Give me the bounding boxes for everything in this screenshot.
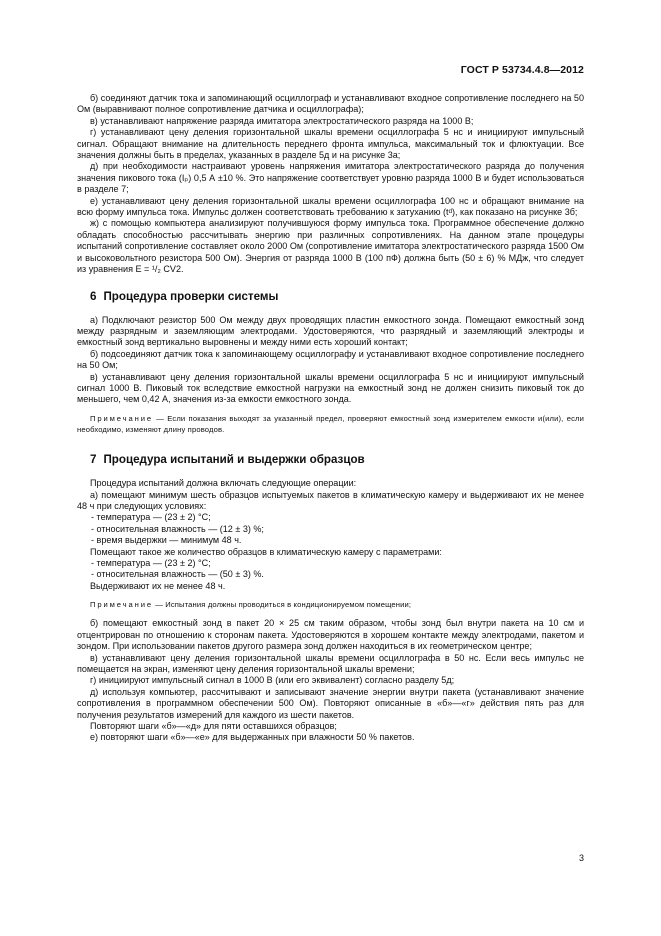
section-7-hold: Выдерживают их не менее 48 ч. — [90, 580, 226, 591]
paragraph-g: г) устанавливают цену деления горизонтальной шкалы времени осциллографа 5 нс и инициируют импульсный сигнал. Обращают внимание на длительность переднего фронта импульса, максимальный ток и флюктуации. Все значения должны быть в пределах, указанных в разделе 5д и на рисунке 3а; — [77, 127, 584, 161]
section-6-paragraph-b: б) подсоединяют датчик тока к запоминающему осциллографу и устанавливают входное сопротивление последнего на 50 Ом; — [77, 348, 584, 371]
section-6-heading — [77, 290, 584, 304]
paragraph-zh: ж) с помощью компьютера анализируют получившуюся форму импульса тока. Программное обеспечение должно обладать способностью рассчитывать энергию при различных сопротивлениях. На данном этапе процедуры испытаний сопротивление составляет около 2000 Ом (сопротивление имитатора электростатического разряда 1500 Ом и высоковольтного резистора 500 Ом). Энергия от разряда 1000 В (100 пФ) должна быть (50 ± 6) % МДж, что следует из уравнения E = ¹/₂ CV2. — [77, 218, 584, 275]
section-6-title: Процедура проверки системы — [103, 289, 279, 303]
section-7-paragraph-v: в) устанавливают цену деления горизонтальной шкалы времени осциллографа в 50 нс. Если весь импульс не помещается на экран, изменяют цену деления горизонтальной шкалы времени; — [77, 652, 584, 675]
paragraph-d: д) при необходимости настраивают уровень напряжения имитатора электростатического разряда до получения значения пикового тока (Iₚ) 0,5 А ±10 %. Это напряжение соответствует уровню разряда 1000 В и будет использоваться в разделе 7; — [77, 161, 584, 195]
section-6-number: 6 — [90, 289, 97, 303]
section-7-paragraph-g: г) инициируют импульсный сигнал в 1000 В (или его эквивалент) согласно разделу 5д; — [90, 675, 455, 686]
section-7-paragraph-e: е) повторяют шаги «б»—«е» для выдержанных при влажности 50 % пакетов. — [90, 732, 415, 743]
page-content — [77, 93, 584, 744]
document-code-header: ГОСТ Р 53734.4.8—2012 — [460, 64, 584, 76]
list-item: - относительная влажность — (50 ± 3) %. — [91, 569, 264, 580]
list-item: - температура — (23 ± 2) °С; — [91, 512, 211, 523]
section-6-note-text: — Если показания выходят за указанный предел, проверяют емкостный зонд измерителем емкости и(или), если необходимо, изменяют длину проводов. — [77, 413, 584, 434]
section-6-note — [77, 413, 584, 435]
section-6-paragraph-v: в) устанавливают цену деления горизонтальной шкалы времени осциллографа 5 нс и инициируют импульсный сигнал 1000 В. Пиковый ток вследствие емкостной нагрузки на емкостный зонд не должен снизить пиковый ток до меньшего, чем 0,42 А, значения из-за емкости емкостного зонда. — [77, 371, 584, 405]
paragraph-v: в) устанавливают напряжение разряда имитатора электростатического разряда на 1000 В; — [90, 115, 474, 126]
section-7-heading — [77, 453, 584, 467]
section-7-title: Процедура испытаний и выдержки образцов — [103, 453, 365, 467]
section-7-same-chamber: Помещают такое же количество образцов в климатическую камеру с параметрами: — [90, 546, 442, 557]
section-7-paragraph-b: б) помещают емкостный зонд в пакет 20 × 25 см таким образом, чтобы зонд был внутри пакета на 10 см и отцентрирован по отношению к сторонам пакета. Удостоверяются в хорошем контакте между электродами, пакетом и зондом. При использовании пакетов другого размера зонд должен находиться в их геометрическом центре; — [77, 618, 584, 652]
section-7-paragraph-d: д) используя компьютер, рассчитывают и записывают значение энергии внутри пакета (устанавливают значение сопротивления в программном обеспечении 500 Ом). Повторяют описанные в «б»—«г» действия пять раз для получения результатов измерений для каждого из шести пакетов. — [77, 686, 584, 720]
section-6-note-label: Примечание — [90, 413, 153, 423]
list-item: - время выдержки — минимум 48 ч. — [91, 535, 242, 546]
section-7-repeat: Повторяют шаги «б»—«д» для пяти оставшихся образцов; — [90, 721, 337, 732]
conditions-list-1 — [77, 512, 584, 546]
section-7-note-text: — Испытания должны проводиться в кондиционируемом помещении; — [152, 600, 412, 610]
paragraph-b: б) соединяют датчик тока и запоминающий осциллограф и устанавливают входное сопротивление последнего на 50 Ом (выравнивают полное сопротивление датчика и осциллографа); — [77, 93, 584, 115]
section-7-note-label: Примечание — [90, 600, 153, 610]
section-6-paragraph-a: а) Подключают резистор 500 Ом между двух проводящих пластин емкостного зонда. Помещают емкостный зонд между разрядным и заземляющим электродами. Удостоверяются, что разрядный и заземляющий электроды и емкостный зонд вертикально выровнены и между ними есть хороший контакт; — [77, 314, 584, 348]
list-item: - относительная влажность — (12 ± 3) %; — [91, 523, 264, 534]
conditions-list-2 — [77, 558, 584, 581]
page-number: 3 — [578, 853, 584, 863]
section-7-number: 7 — [90, 453, 97, 467]
section-7-paragraph-a: а) помещают минимум шесть образцов испытуемых пакетов в климатическую камеру и выдерживают их не менее 48 ч при следующих условиях: — [77, 489, 584, 511]
section-7-intro: Процедура испытаний должна включать следующие операции: — [90, 478, 357, 489]
section-7-note — [77, 599, 584, 610]
list-item: - температура — (23 ± 2) °С; — [91, 558, 211, 568]
paragraph-e: е) устанавливают цену деления горизонтальной шкалы времени осциллографа 100 нс и обращают внимание на всю форму импульса тока. Импульс должен соответствовать требованию к затуханию (tᵈ), как показано на рисунке 3б; — [77, 195, 584, 218]
